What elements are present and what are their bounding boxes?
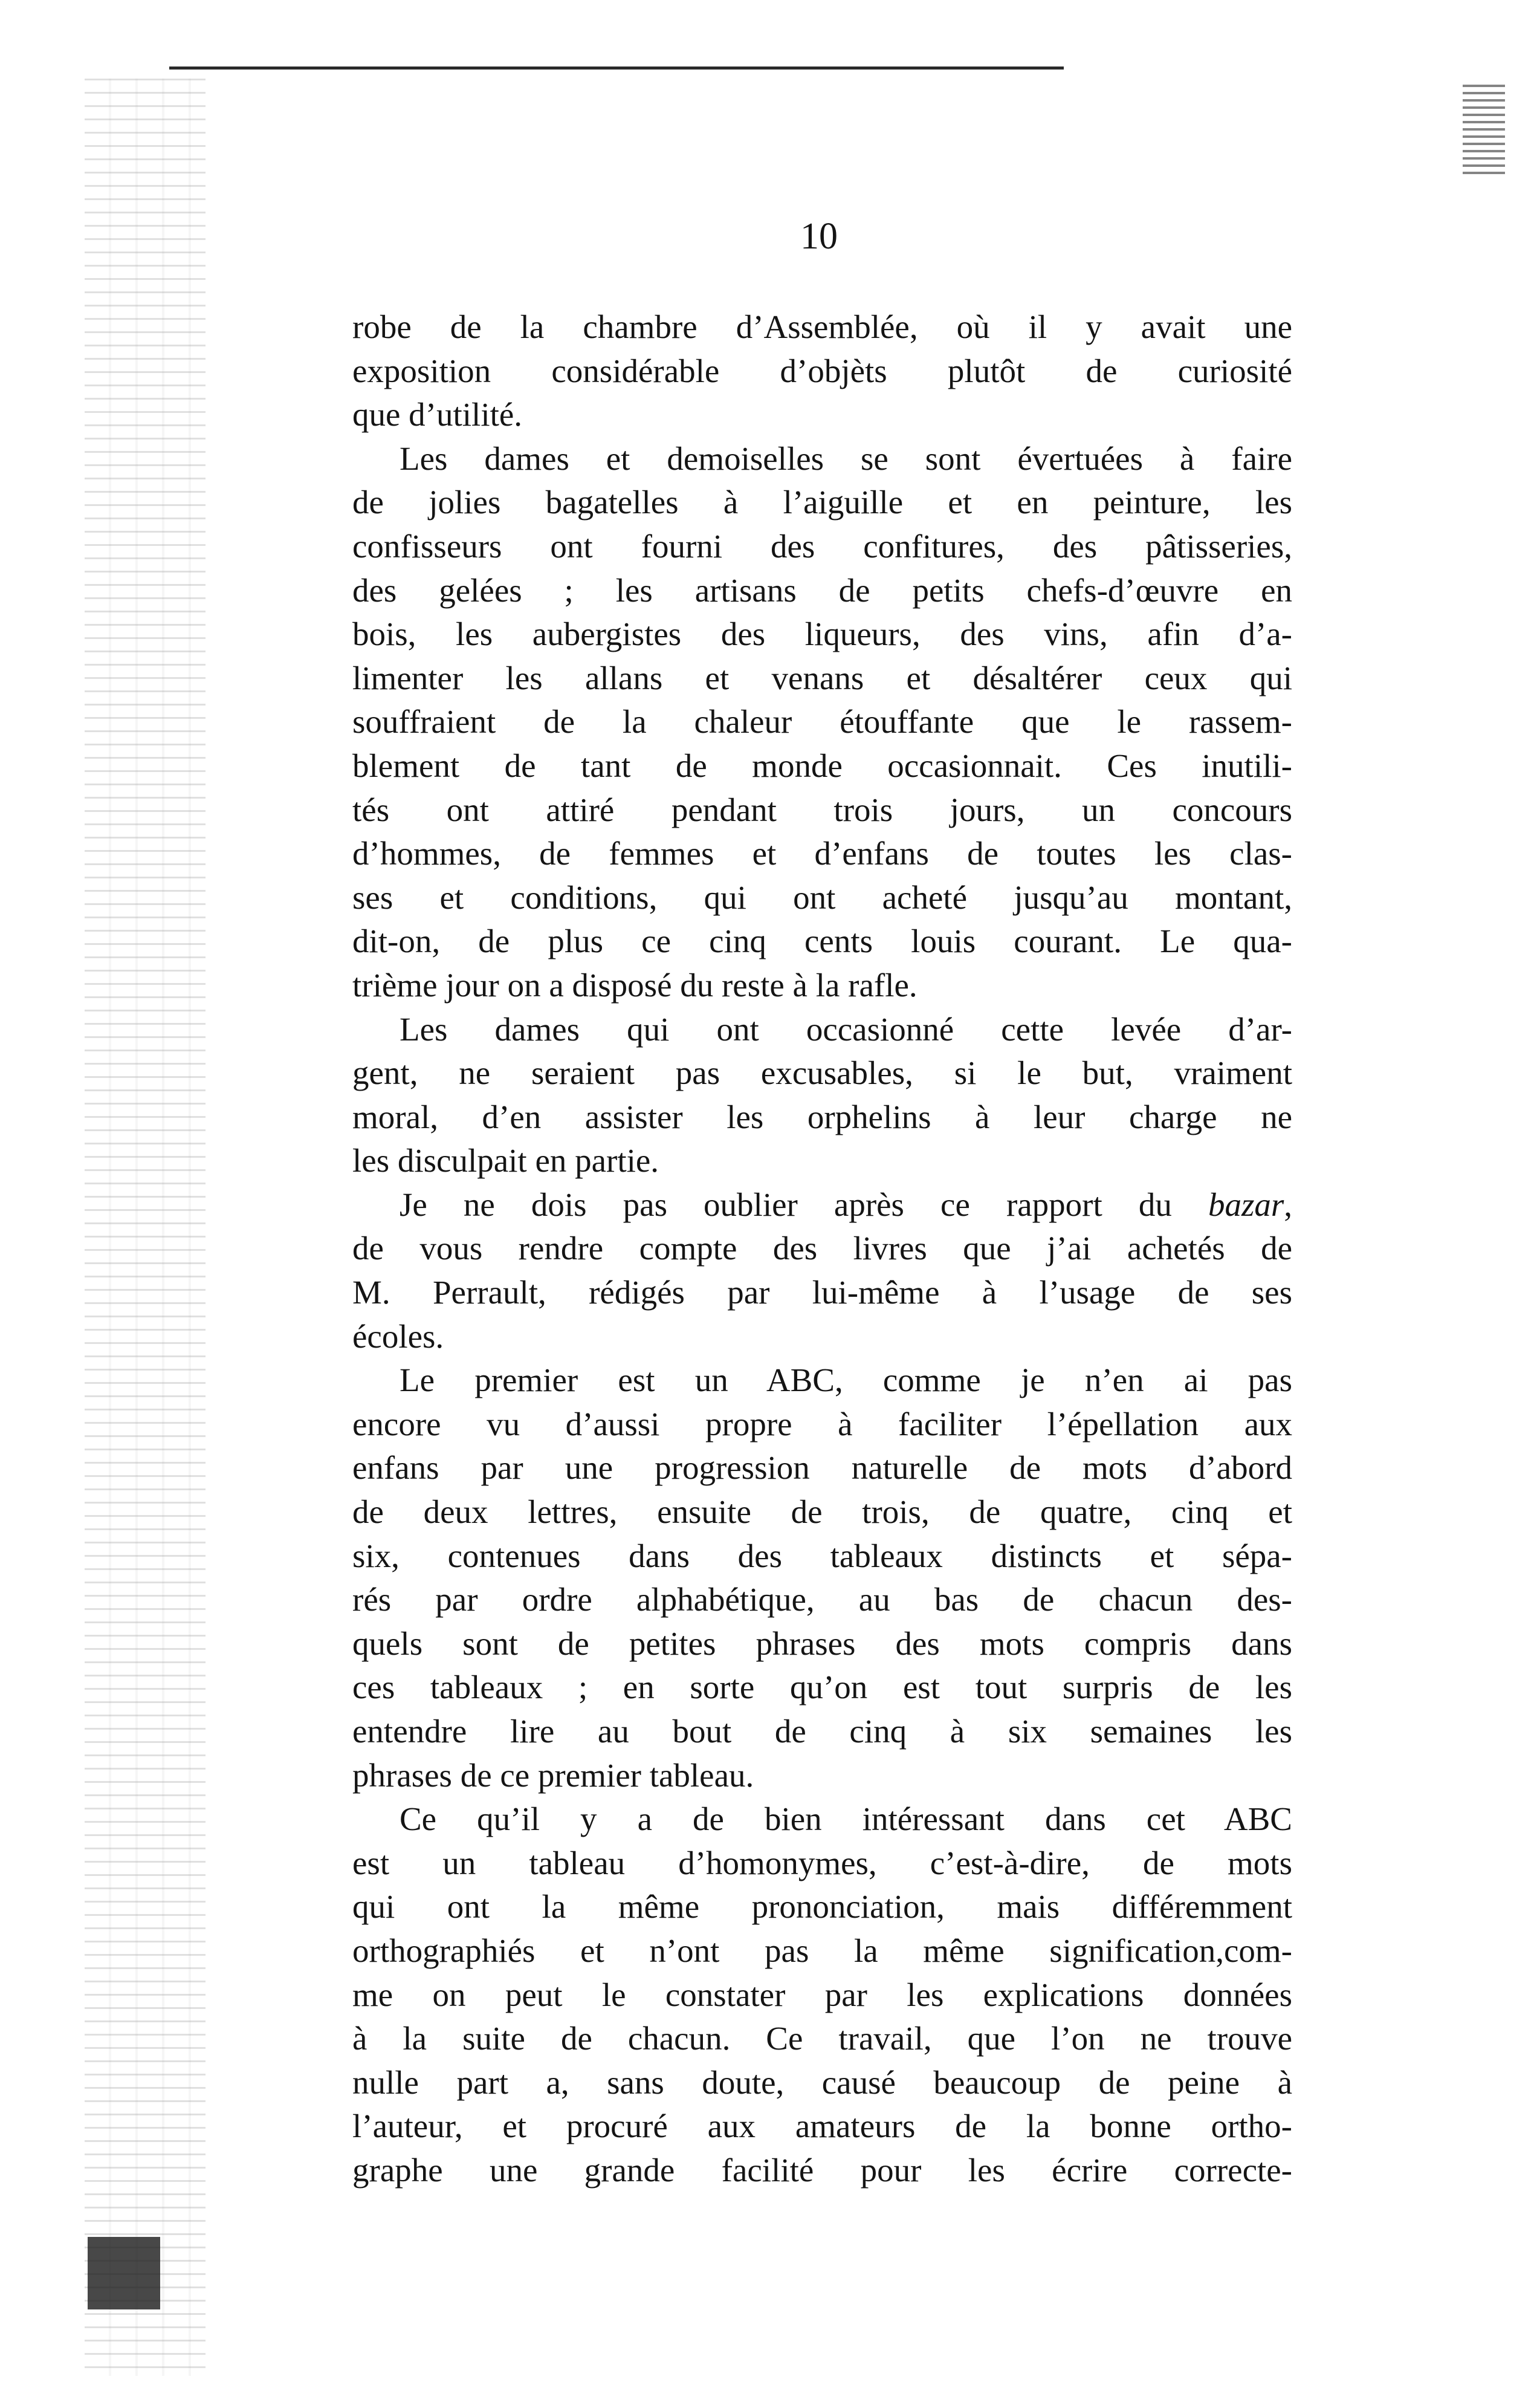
binding-shadow <box>85 79 206 2376</box>
text-line: robe de la chambre d’Assemblée, où il y avait une <box>352 308 1292 345</box>
text-line: confisseurs ont fourni des confitures, des pâtisseries, <box>352 527 1292 565</box>
text-line: Les dames et demoiselles se sont évertuées à faire <box>400 440 1292 477</box>
text-line: trième jour on a disposé du reste à la rafle. <box>352 966 917 1004</box>
text-line: blement de tant de monde occasionnait. Ces inutili- <box>352 747 1292 784</box>
text-line: Ce qu’il y a de bien intéressant dans cet ABC <box>400 1800 1292 1838</box>
text-line: limenter les allans et venans et désaltérer ceux qui <box>352 659 1292 696</box>
text-line: me on peut le constater par les explications données <box>352 1976 1292 2013</box>
text-line: Le premier est un ABC, comme je n’en ai pas <box>400 1361 1292 1399</box>
text-line: quels sont de petites phrases des mots compris dans <box>352 1624 1292 1662</box>
text-line: que d’utilité. <box>352 396 523 433</box>
text-line: écoles. <box>352 1317 444 1355</box>
text-line: des gelées ; les artisans de petits chefs-d’œuvre en <box>352 571 1292 609</box>
text-line: exposition considérable d’objèts plutôt de curiosité <box>352 352 1292 389</box>
text-line: moral, d’en assister les orphelins à leur charge ne <box>352 1098 1292 1135</box>
text-line: M. Perrault, rédigés par lui-même à l’usage de ses <box>352 1274 1292 1311</box>
text-line: bois, les aubergistes des liqueurs, des vins, afin d’a- <box>352 615 1292 653</box>
text-line: enfans par une progression naturelle de mots d’abord <box>352 1449 1292 1487</box>
text-line: graphe une grande facilité pour les écrire correcte- <box>352 2151 1292 2189</box>
text-line: rés par ordre alphabétique, au bas de chacun des- <box>352 1581 1292 1618</box>
text-line: six, contenues dans des tableaux distincts et sépa- <box>352 1537 1292 1574</box>
text-line: ses et conditions, qui ont acheté jusqu’au montant, <box>352 878 1292 916</box>
text-line: est un tableau d’homonymes, c’est-à-dire, de mots <box>352 1844 1292 1881</box>
text-line: les disculpait en partie. <box>352 1142 659 1180</box>
text-line: orthographiés et n’ont pas la même signification,com- <box>352 1932 1292 1969</box>
text-line: nulle part a, sans doute, causé beaucoup de peine à <box>352 2063 1292 2101</box>
text-line: entendre lire au bout de cinq à six semaines les <box>352 1713 1292 1750</box>
text-line: d’hommes, de femmes et d’enfans de toutes les clas- <box>352 835 1292 872</box>
body-text <box>352 305 1292 2193</box>
text-line: souffraient de la chaleur étouffante que le rassem- <box>352 703 1292 741</box>
text-line: de deux lettres, ensuite de trois, de quatre, cinq et <box>352 1493 1292 1531</box>
text-line: phrases de ce premier tableau. <box>352 1756 754 1794</box>
text-line: dit-on, de plus ce cinq cents louis courant. Le qua- <box>352 923 1292 960</box>
top-rule <box>169 67 1064 70</box>
page-number: 10 <box>800 216 838 257</box>
text-line: encore vu d’aussi propre à faciliter l’épellation aux <box>352 1405 1292 1443</box>
text-line: tés ont attiré pendant trois jours, un concours <box>352 791 1292 828</box>
text-line: de vous rendre compte des livres que j’ai achetés de <box>352 1230 1292 1267</box>
text-line: de jolies bagatelles à l’aiguille et en peinture, les <box>352 484 1292 521</box>
text-line: qui ont la même prononciation, mais différemment <box>352 1888 1292 1926</box>
scan-mark <box>1463 85 1505 175</box>
text-line: gent, ne seraient pas excusables, si le but, vraiment <box>352 1054 1292 1092</box>
text-line: l’auteur, et procuré aux amateurs de la bonne ortho- <box>352 2108 1292 2145</box>
text-line: Je ne dois pas oublier après ce rapport du bazar, <box>400 1186 1292 1223</box>
text-line: Les dames qui ont occasionné cette levée d’ar- <box>400 1010 1292 1048</box>
text-line: ces tableaux ; en sorte qu’on est tout surpris de les <box>352 1669 1292 1706</box>
binding-dark-patch <box>88 2237 160 2309</box>
italic-word: bazar <box>1208 1186 1284 1223</box>
text-line: à la suite de chacun. Ce travail, que l’on ne trouve <box>352 2020 1292 2057</box>
